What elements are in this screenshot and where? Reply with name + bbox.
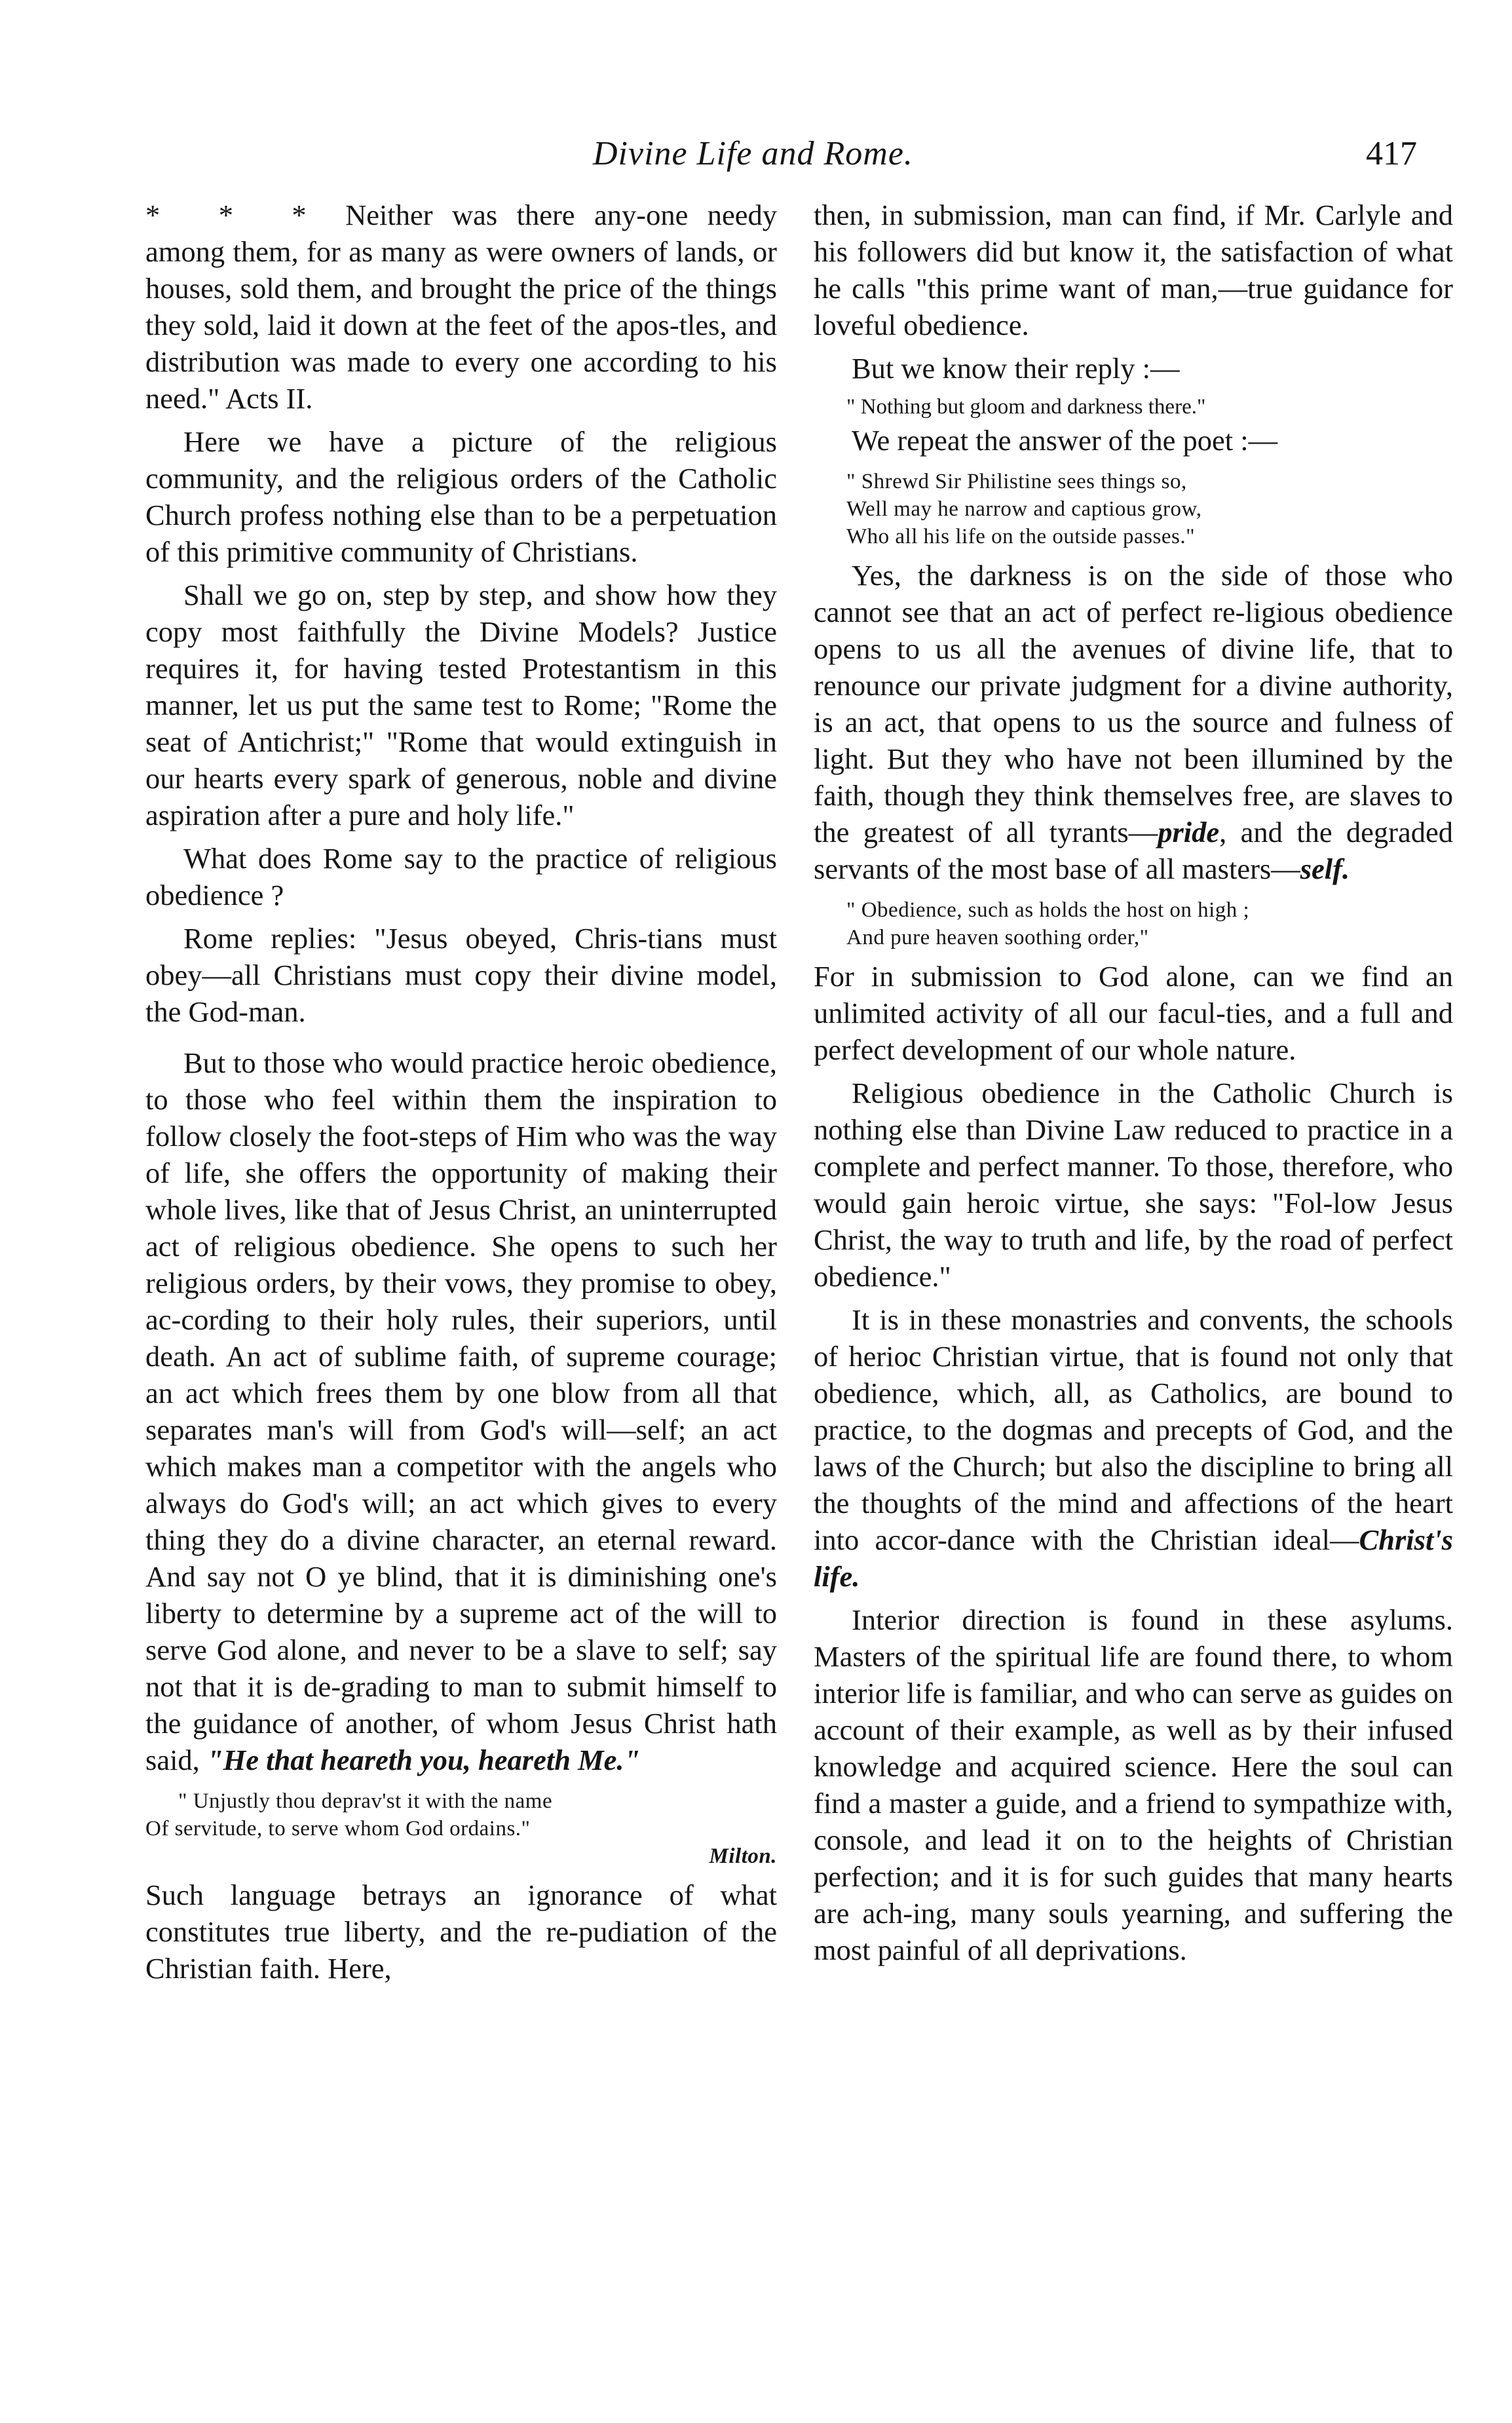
- emphasis: self.: [1300, 852, 1350, 885]
- verse-attribution: Milton.: [709, 1844, 777, 1868]
- paragraph: then, in submission, man can find, if Mr. Carlyle and his followers did but know it, the satisfaction of what he calls "this prime want of man,—true guidance for loveful obedience.: [814, 199, 1453, 341]
- page-header: [0, 134, 1512, 187]
- paragraph: [145, 1044, 777, 1778]
- paragraph: Here we have a picture of the religious community, and the religious orders of the Catholic Church profess nothing else than to be a perpetuation of this primitive community of Christians.: [145, 425, 777, 568]
- paragraph: Such language betrays an ignorance of what constitutes true liberty, and the re-pudiation of the Christian faith. Here,: [145, 1879, 777, 1985]
- paragraph: [814, 557, 1453, 887]
- verse-line: " Obedience, such as holds the host on high ;: [846, 898, 1250, 922]
- verse-line: Of servitude, to serve whom God ordains.": [145, 1817, 531, 1841]
- paragraph-text: But to those who would practice heroic obedience, to those who feel within them the inspiration to follow closely the foot-steps of Him who was the way of life, she offers the opportunity of making their whole lives, like that of Jesus Christ, an uninterrupted act of religious obedience. She opens to such her religious orders, by their vows, they promise to obey, ac-cording to their holy rules, their superiors, until death. An act of sublime faith, of supreme courage; an act which frees them by one blow from all that separates man's will from God's will—self; an act which makes man a competitor with the angels who always do God's will; an act which gives to every thing they do a divine character, an eternal reward. And say not O ye blind, that it is diminishing one's liberty to determine by a supreme act of the will to serve God alone, and never to be a slave to self; say not that it is de-grading to man to submit himself to the guidance of another, of whom Jesus Christ hath said,: [145, 1046, 777, 1776]
- asterisks: * * *: [145, 199, 326, 231]
- paragraph-text: Yes, the darkness is on the side of those who cannot see that an act of perfect re-ligious obedience opens to us all the avenues of divine life, that to renounce our private judgment for a divine authority, is an act, that opens to us the source and fulness of light. But they who have not been illumined by the faith, though they think themselves free, are slaves to the greatest of all tyrants—: [814, 559, 1453, 849]
- emphasis: Christ's life.: [814, 1523, 1453, 1593]
- scripture-quote: "He that heareth you, heareth Me.": [206, 1744, 641, 1776]
- paragraph: Shall we go on, step by step, and show how they copy most faithfully the Divine Models? Justice requires it, for having tested Protestantism in this manner, let us put the same test to Rome; "Rome the seat of Antichrist;" "Rome that would extinguish in our hearts every spark of generous, noble and divine aspiration after a pure and holy life.": [145, 579, 777, 831]
- paragraph: What does Rome say to the practice of religious obedience ?: [145, 842, 777, 911]
- verse-line: " Shrewd Sir Philistine sees things so,: [846, 470, 1187, 493]
- running-title: Divine Life and Rome.: [593, 135, 913, 172]
- verse-line: " Unjustly thou deprav'st it with the name: [178, 1789, 553, 1813]
- paragraph: We repeat the answer of the poet :—: [852, 424, 1278, 457]
- page-number: 417: [1366, 135, 1417, 172]
- right-column: [814, 197, 1453, 1968]
- paragraph-text: It is in these monastries and convents, the schools of herioc Christian virtue, that is found not only that obedience, which, all, as Catholics, are bound to practice, to the dogmas and precepts of God, and the laws of the Church; but also the discipline to bring all the thoughts of the mind and affections of the heart into accor-dance with the Christian ideal—: [814, 1303, 1453, 1556]
- verse-line: And pure heaven soothing order,": [846, 926, 1149, 949]
- verse-quote: [814, 468, 1453, 550]
- verse-quote: [145, 1787, 777, 1870]
- paragraph: [145, 197, 777, 417]
- paragraph: Religious obedience in the Catholic Church is nothing else than Divine Law reduced to practice in a complete and perfect manner. To those, therefore, who would gain heroic virtue, she says: "Fol-low Jesus Christ, the way to truth and life, by the road of perfect obedience.": [814, 1077, 1453, 1293]
- verse-line: Well may he narrow and captious grow,: [846, 497, 1202, 521]
- emphasis: pride: [1158, 816, 1220, 849]
- verse-quote: [814, 896, 1453, 951]
- paragraph: Rome replies: "Jesus obeyed, Chris-tians must obey—all Christians must copy their divine model, the God-man.: [145, 922, 777, 1028]
- paragraph: [814, 1301, 1453, 1595]
- verse-line: Who all his life on the outside passes.": [846, 525, 1196, 548]
- paragraph-text: Neither was there any-one needy among them, for as many as were owners of lands, or houses, sold them, and brought the price of the things they sold, laid it down at the feet of the apos-tles, and distribution was made to every one according to his need." Acts II.: [145, 199, 778, 415]
- paragraph: For in submission to God alone, can we find an unlimited activity of all our facul-ties, and a full and perfect development of our whole nature.: [814, 960, 1453, 1066]
- left-column: [145, 197, 777, 1987]
- paragraph-text: , and the degraded servants of the most base of all masters—: [814, 816, 1453, 885]
- paragraph: Interior direction is found in these asylums. Masters of the spiritual life are found there, to whom interior life is familiar, and who can serve as guides on account of their example, as well as by their infused knowledge and acquired science. Here the soul can find a master a guide, and a friend to sympathize with, console, and lead it on to the heights of Christian perfection; and it is for such guides that many hearts are ach-ing, many souls yearning, and suffering the most painful of all deprivations.: [814, 1603, 1453, 1966]
- verse-quote: " Nothing but gloom and darkness there.": [846, 395, 1206, 419]
- paragraph: But we know their reply :—: [852, 352, 1180, 385]
